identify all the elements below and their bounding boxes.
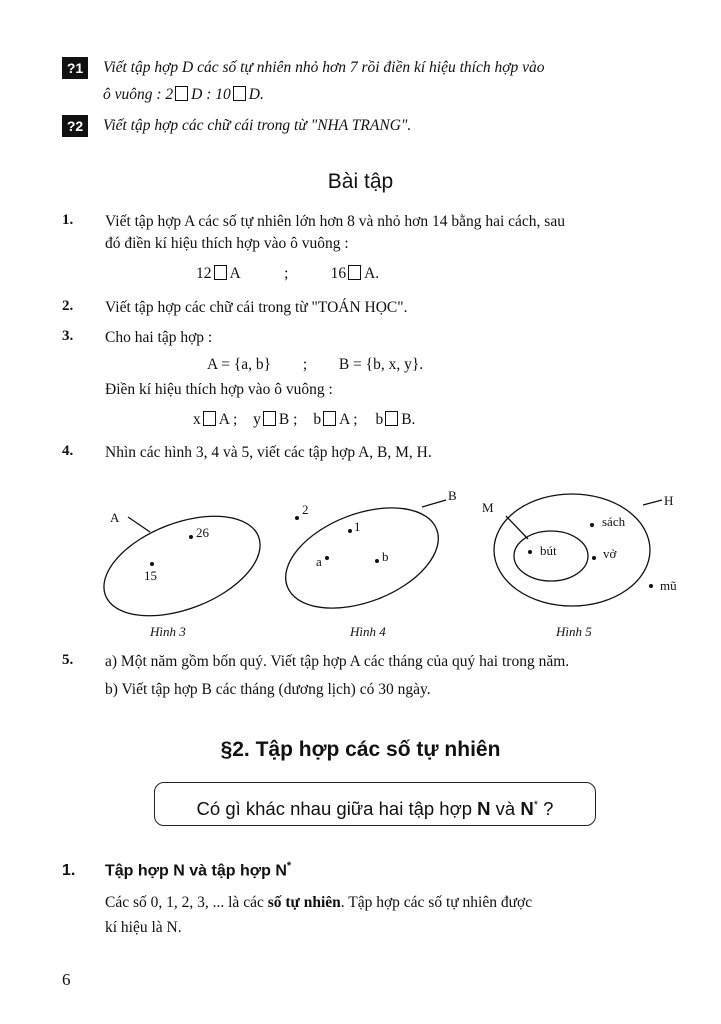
exercise-3-sets: A = {a, b} ; B = {b, x, y}. [207, 356, 424, 373]
exercise-2-text: Viết tập hợp các chữ cái trong từ "TOÁN HỌC". [105, 299, 408, 316]
fig5-item: bút [540, 543, 557, 558]
exercise-5-b: b) Viết tập hợp B các tháng (dương lịch) có 30 ngày. [105, 681, 431, 698]
exercise-1-number: 1. [62, 212, 74, 228]
exercise-4-number: 4. [62, 443, 74, 459]
fig5-item: mũ [660, 578, 677, 593]
fig4-set-label: B [448, 488, 457, 503]
answer-box [233, 86, 246, 101]
exercise-5-a: a) Một năm gồm bốn quý. Viết tập hợp A các tháng của quý hai trong năm. [105, 653, 570, 670]
exercise-3-line1: Cho hai tập hợp : [105, 329, 213, 346]
page-number: 6 [62, 970, 71, 989]
exercise-3-membership: x A ; y B ; b A ; b B. [193, 411, 416, 428]
fig4-item: a [316, 554, 322, 569]
subsection-number: 1. [62, 862, 76, 879]
answer-box [214, 265, 227, 280]
exercise-2-number: 2. [62, 298, 74, 314]
fig5-item: sách [602, 514, 626, 529]
figure-5 [494, 494, 662, 606]
question-badge-2: ?2 [62, 115, 88, 137]
fig5-inner-label: M [482, 500, 494, 515]
fig4-item: 1 [354, 519, 361, 534]
figure-5-caption: Hình 5 [556, 624, 592, 639]
exercise-3-number: 3. [62, 328, 74, 344]
fig4-item: 2 [302, 502, 309, 517]
fig3-item: 15 [144, 568, 157, 583]
answer-box [175, 86, 188, 101]
figure-4 [272, 488, 453, 620]
question-1-line2: ô vuông : 2 D : 10 D. [103, 86, 264, 103]
subsection-line1: Các số 0, 1, 2, 3, ... là các số tự nhiên. Tập hợp các số tự nhiên được [105, 894, 533, 911]
figure-3-caption: Hình 3 [150, 624, 186, 639]
exercise-3-line3: Điền kí hiệu thích hợp vào ô vuông : [105, 381, 333, 398]
fig3-set-label: A [110, 510, 120, 525]
venn-figures [0, 480, 721, 620]
exercise-1-membership: 12 A ; 16 A. [196, 265, 380, 282]
question-1-line1: Viết tập hợp D các số tự nhiên nhỏ hơn 7 rồi điền kí hiệu thích hợp vào [103, 59, 545, 76]
exercises-title: Bài tập [327, 170, 394, 193]
fig4-item: b [382, 549, 389, 564]
exercise-1-line1: Viết tập hợp A các số tự nhiên lớn hơn 8 và nhỏ hơn 14 bằng hai cách, sau [105, 213, 565, 230]
answer-box [203, 411, 216, 426]
answer-box [263, 411, 276, 426]
question-2-text: Viết tập hợp các chữ cái trong từ "NHA TRANG". [103, 117, 412, 134]
answer-box [385, 411, 398, 426]
answer-box [323, 411, 336, 426]
question-box: Có gì khác nhau giữa hai tập hợp N và N* ? [154, 782, 596, 826]
fig3-item: 26 [196, 525, 209, 540]
fig5-item: vở [603, 546, 617, 561]
section-title: §2. Tập hợp các số tự nhiên [220, 738, 501, 761]
exercise-1-line2: đó điền kí hiệu thích hợp vào ô vuông : [105, 235, 349, 252]
figure-4-caption: Hình 4 [350, 624, 386, 639]
exercise-5-number: 5. [62, 652, 74, 668]
fig5-outer-label: H [664, 493, 674, 508]
question-badge-1: ?1 [62, 57, 88, 79]
subsection-title: Tập hợp N và tập hợp N* [105, 860, 292, 880]
subsection-line2: kí hiệu là N. [105, 919, 182, 936]
answer-box [348, 265, 361, 280]
exercise-4-text: Nhìn các hình 3, 4 và 5, viết các tập hợp A, B, M, H. [105, 444, 432, 461]
